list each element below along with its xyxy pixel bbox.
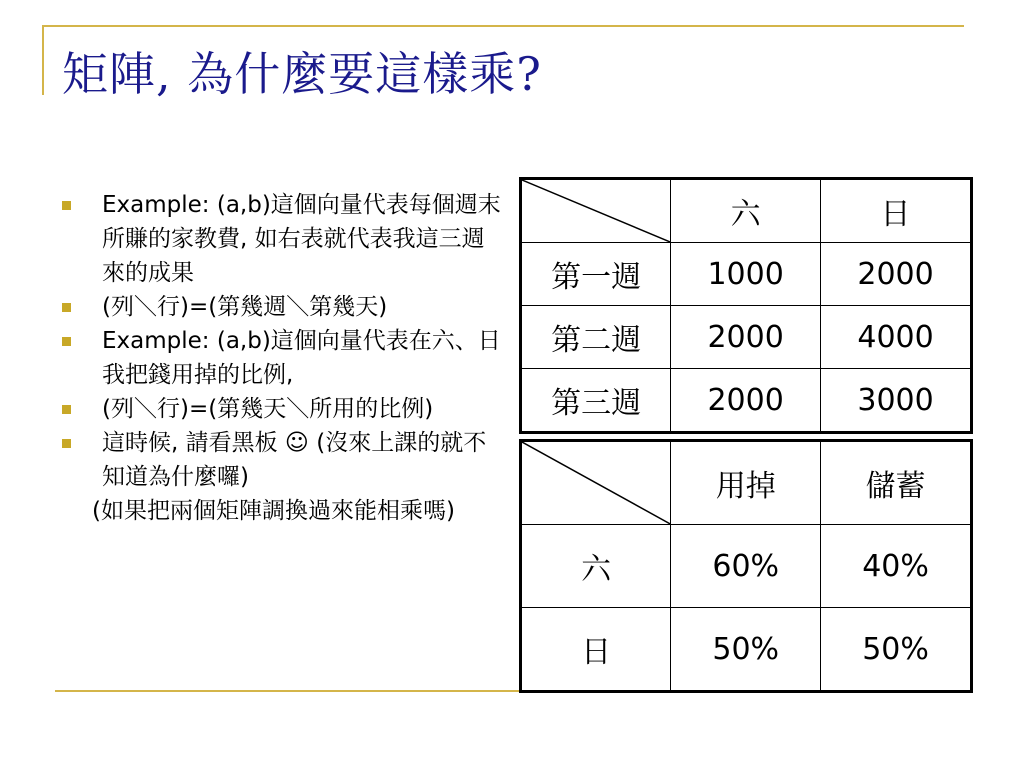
diagonal-line [522, 442, 670, 524]
bullet-item [62, 290, 502, 324]
table-cell: 60% [671, 525, 821, 608]
bullet-marker-icon [62, 405, 71, 414]
corner-cell [521, 179, 671, 243]
left-rule [42, 25, 44, 95]
bullet-marker-icon [62, 201, 71, 210]
corner-cell [521, 441, 671, 525]
column-header: 儲蓄 [821, 441, 972, 525]
bullet-text: 這時候, 請看黑板 ☺ (沒來上課的就不知道為什麼囉) [102, 430, 487, 490]
bullet-item [62, 494, 502, 528]
diagonal-line [522, 180, 670, 242]
table-row [521, 369, 972, 433]
bullet-text: Example: (a,b)這個向量代表每個週末所賺的家教費, 如右表就代表我這三週來的成果 [102, 192, 501, 286]
table-cell: 2000 [671, 306, 821, 369]
table-header-row [521, 441, 972, 525]
row-header: 第三週 [521, 369, 671, 433]
table-cell: 2000 [671, 369, 821, 433]
slide-title: 矩陣, 為什麼要這樣乘? [62, 47, 542, 101]
column-header: 用掉 [671, 441, 821, 525]
row-header: 第一週 [521, 243, 671, 306]
bullet-item [62, 324, 502, 392]
table-cell: 4000 [821, 306, 972, 369]
row-header: 第二週 [521, 306, 671, 369]
bullet-text: (列＼行)=(第幾週＼第幾天) [102, 294, 388, 320]
table-cell: 40% [821, 525, 972, 608]
table-cell: 50% [821, 608, 972, 692]
spending-ratio-table [519, 439, 973, 693]
bullet-marker-icon [62, 303, 71, 312]
table-cell: 50% [671, 608, 821, 692]
top-rule [42, 25, 964, 27]
table-cell: 3000 [821, 369, 972, 433]
column-header: 日 [821, 179, 972, 243]
bullet-list [62, 188, 502, 528]
row-header: 日 [521, 608, 671, 692]
table-row [521, 525, 972, 608]
bullet-text: (如果把兩個矩陣調換過來能相乘嗎) [92, 498, 455, 524]
bullet-item [62, 392, 502, 426]
row-header: 六 [521, 525, 671, 608]
bullet-text: (列＼行)=(第幾天＼所用的比例) [102, 396, 434, 422]
bullet-marker-icon [62, 439, 71, 448]
table-cell: 1000 [671, 243, 821, 306]
bullet-marker-icon [62, 337, 71, 346]
table-row [521, 243, 972, 306]
table-row [521, 608, 972, 692]
bullet-item [62, 426, 502, 494]
table-cell: 2000 [821, 243, 972, 306]
table-header-row [521, 179, 972, 243]
bullet-text: Example: (a,b)這個向量代表在六、日我把錢用掉的比例, [102, 328, 501, 388]
weekly-earnings-table [519, 177, 973, 434]
bullet-item [62, 188, 502, 290]
column-header: 六 [671, 179, 821, 243]
table-row [521, 306, 972, 369]
